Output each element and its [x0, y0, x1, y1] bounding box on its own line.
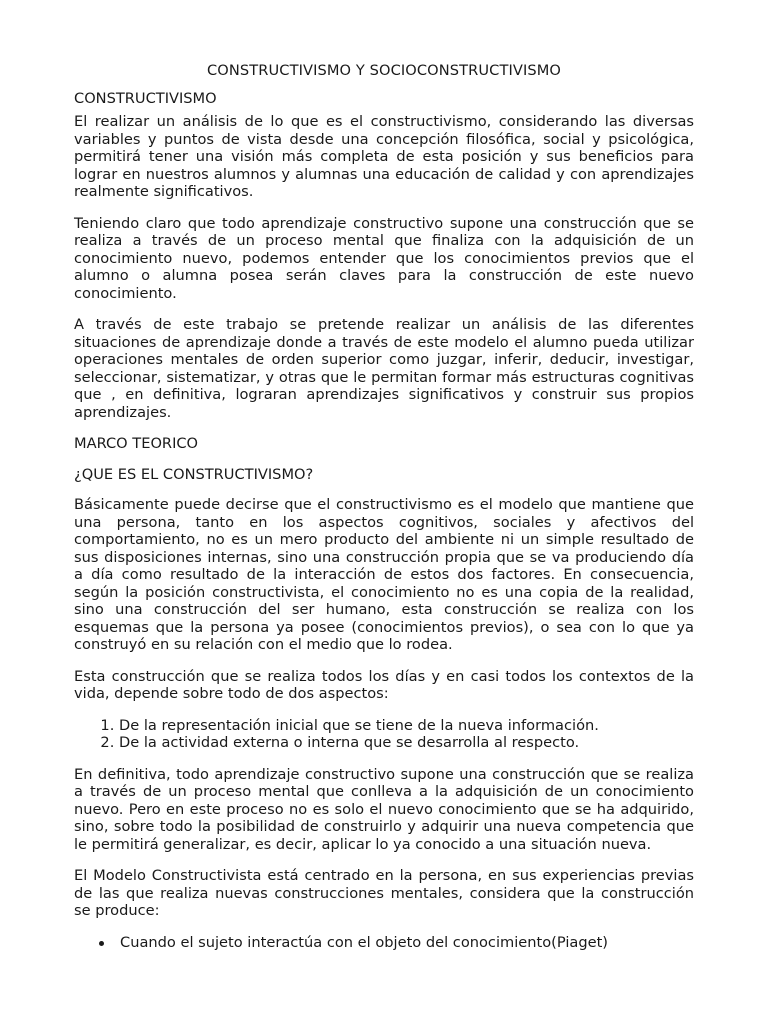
- document-title: CONSTRUCTIVISMO Y SOCIOCONSTRUCTIVISMO: [207, 62, 561, 79]
- paragraph-1: El realizar un análisis de lo que es el constructivismo, considerando las diversas variables y puntos de vista desde una concepción filosófica, social y psicológica, permitirá tener una visión más completa de esta posición y sus beneficios para lograr en nuestros alumnos y alumnas una educación de calidad y con aprendizajes realmente significativos.: [74, 113, 694, 200]
- paragraph-2: Teniendo claro que todo aprendizaje constructivo supone una construcción que se realiza a través de un proceso mental que finaliza con la adquisición de un conocimiento nuevo, podemos entender que los conocimientos previos que el alumno o alumna posea serán claves para la construcción de este nuevo conocimiento.: [74, 214, 694, 302]
- bullet-icon: [99, 941, 104, 946]
- list-item: 1. De la representación inicial que se tiene de la nueva información.: [119, 717, 694, 735]
- bullet-list: [74, 934, 694, 952]
- section-heading-que-es: ¿QUE ES EL CONSTRUCTIVISMO?: [74, 465, 314, 483]
- section-heading-marco-teorico: MARCO TEORICO: [74, 435, 199, 452]
- document-page: [74, 62, 694, 951]
- paragraph-4: Básicamente puede decirse que el constructivismo es el modelo que mantiene que una persona, tanto en los aspectos cognitivos, sociales y afectivos del comportamiento, no es un mero producto del ambiente ni un simple resultado de sus disposiciones internas, sino una construcción propia que se va produciendo día a día como resultado de la interacción de estos dos factores. En consecuencia, según la posición constructivista, el conocimiento no es una copia de la realidad, sino una construcción del ser humano, esta construcción se realiza con los esquemas que la persona ya posee (conocimientos previos), o sea con lo que ya construyó en su relación con el medio que lo rodea.: [74, 496, 694, 653]
- paragraph-3: A través de este trabajo se pretende realizar un análisis de las diferentes situaciones de aprendizaje donde a través de este modelo el alumno pueda utilizar operaciones mentales de orden superior como juzgar, inferir, deducir, investigar, seleccionar, sistematizar, y otras que le permitan formar más estructuras cognitivas que , en definitiva, lograran aprendizajes significativos y construir sus propios aprendizajes.: [74, 316, 694, 421]
- paragraph-6: En definitiva, todo aprendizaje constructivo supone una construcción que se realiza a través de un proceso mental que conlleva a la adquisición de un conocimiento nuevo. Pero en este proceso no es solo el nuevo conocimiento que se ha adquirido, sino, sobre todo la posibilidad de construirlo y adquirir una nueva competencia que le permitirá generalizar, es decir, aplicar lo ya conocido a una situación nueva.: [74, 765, 694, 853]
- paragraph-5: Esta construcción que se realiza todos los días y en casi todos los contextos de la vida, depende sobre todo de dos aspectos:: [74, 667, 694, 702]
- numbered-list: [74, 717, 694, 752]
- list-item: 2. De la actividad externa o interna que se desarrolla al respecto.: [119, 734, 694, 752]
- paragraph-7: El Modelo Constructivista está centrado en la persona, en sus experiencias previas de las que realiza nuevas construcciones mentales, considera que la construcción se produce:: [74, 867, 694, 919]
- list-item: [120, 934, 694, 952]
- section-heading-constructivismo: CONSTRUCTIVISMO: [74, 89, 217, 107]
- list-item-text: Cuando el sujeto interactúa con el objeto del conocimiento(Piaget): [120, 933, 608, 951]
